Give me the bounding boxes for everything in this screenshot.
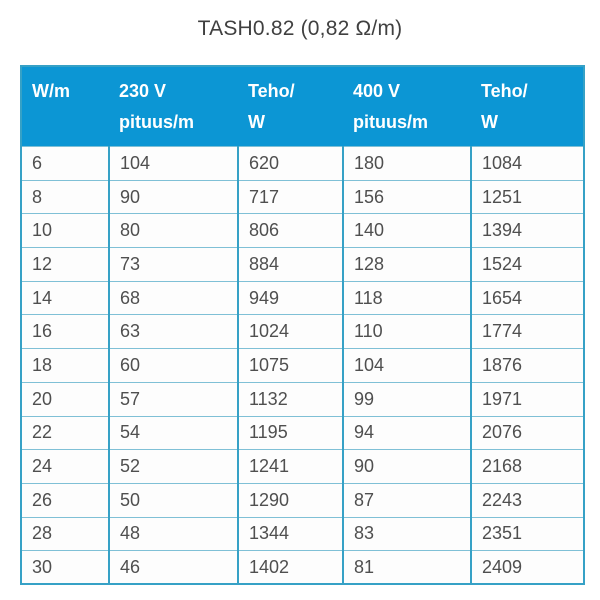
column-header-label: 400 V [353, 81, 401, 101]
table-row [21, 214, 584, 248]
table-cell: 1402 [238, 551, 343, 585]
table-cell: 12 [21, 248, 109, 282]
table-cell: 30 [21, 551, 109, 585]
table-row [21, 483, 584, 517]
table-cell: 24 [21, 450, 109, 484]
column-header-230v-pituus [109, 66, 238, 147]
table-cell: 2076 [471, 416, 584, 450]
table-cell: 52 [109, 450, 238, 484]
table-cell: 6 [21, 147, 109, 181]
table-cell: 73 [109, 248, 238, 282]
column-header-label: pituus/m [119, 112, 194, 132]
table-row [21, 416, 584, 450]
table-cell: 28 [21, 517, 109, 551]
column-header-400v-pituus [343, 66, 471, 147]
table-cell: 1290 [238, 483, 343, 517]
table-row [21, 147, 584, 181]
table-row [21, 315, 584, 349]
column-header-teho-230 [238, 66, 343, 147]
table-row [21, 551, 584, 585]
table-cell: 90 [343, 450, 471, 484]
table-cell: 63 [109, 315, 238, 349]
table-cell: 128 [343, 248, 471, 282]
table-cell: 2168 [471, 450, 584, 484]
page-title: TASH0.82 (0,82 Ω/m) [197, 17, 403, 40]
table-cell: 50 [109, 483, 238, 517]
table-cell: 1024 [238, 315, 343, 349]
table-cell: 2351 [471, 517, 584, 551]
table-cell: 806 [238, 214, 343, 248]
table-row [21, 450, 584, 484]
table-cell: 90 [109, 180, 238, 214]
table-cell: 14 [21, 281, 109, 315]
table-cell: 1241 [238, 450, 343, 484]
table-cell: 2409 [471, 551, 584, 585]
table-cell: 1132 [238, 382, 343, 416]
table-cell: 46 [109, 551, 238, 585]
table-cell: 94 [343, 416, 471, 450]
column-header-label: W [248, 112, 265, 132]
table-cell: 1251 [471, 180, 584, 214]
column-header-label: W [481, 112, 498, 132]
table-cell: 81 [343, 551, 471, 585]
table-cell: 2243 [471, 483, 584, 517]
table-cell: 1195 [238, 416, 343, 450]
table-cell: 16 [21, 315, 109, 349]
column-header-wm [21, 66, 109, 147]
table-row [21, 382, 584, 416]
table-cell: 1075 [238, 349, 343, 383]
table-cell: 1394 [471, 214, 584, 248]
table-cell: 1876 [471, 349, 584, 383]
table-row [21, 281, 584, 315]
column-header-label: Teho/ [248, 81, 295, 101]
column-header-teho-400 [471, 66, 584, 147]
table-cell: 22 [21, 416, 109, 450]
power-table [20, 65, 585, 585]
table-body [21, 147, 584, 585]
table-cell: 87 [343, 483, 471, 517]
table-cell: 57 [109, 382, 238, 416]
table-cell: 104 [109, 147, 238, 181]
table-cell: 620 [238, 147, 343, 181]
table-cell: 156 [343, 180, 471, 214]
table-cell: 140 [343, 214, 471, 248]
table-cell: 80 [109, 214, 238, 248]
table-cell: 48 [109, 517, 238, 551]
table-cell: 949 [238, 281, 343, 315]
table-cell: 99 [343, 382, 471, 416]
table-cell: 26 [21, 483, 109, 517]
table-cell: 110 [343, 315, 471, 349]
table-cell: 10 [21, 214, 109, 248]
column-header-label: pituus/m [353, 112, 428, 132]
table-cell: 60 [109, 349, 238, 383]
table-cell: 717 [238, 180, 343, 214]
table-cell: 20 [21, 382, 109, 416]
table-cell: 68 [109, 281, 238, 315]
table-cell: 83 [343, 517, 471, 551]
column-header-label: Teho/ [481, 81, 528, 101]
table-row [21, 349, 584, 383]
table-cell: 1084 [471, 147, 584, 181]
table-cell: 104 [343, 349, 471, 383]
header-row [21, 66, 584, 147]
column-header-label: 230 V [119, 81, 167, 101]
table-cell: 54 [109, 416, 238, 450]
table-cell: 8 [21, 180, 109, 214]
table-cell: 1524 [471, 248, 584, 282]
table-cell: 884 [238, 248, 343, 282]
table-cell: 180 [343, 147, 471, 181]
table-header [21, 66, 584, 147]
table-cell: 1774 [471, 315, 584, 349]
table-cell: 118 [343, 281, 471, 315]
table-cell: 1344 [238, 517, 343, 551]
column-header-label: W/m [32, 81, 70, 101]
table-cell: 1654 [471, 281, 584, 315]
table-row [21, 180, 584, 214]
table-row [21, 517, 584, 551]
table-cell: 18 [21, 349, 109, 383]
table-cell: 1971 [471, 382, 584, 416]
table-row [21, 248, 584, 282]
